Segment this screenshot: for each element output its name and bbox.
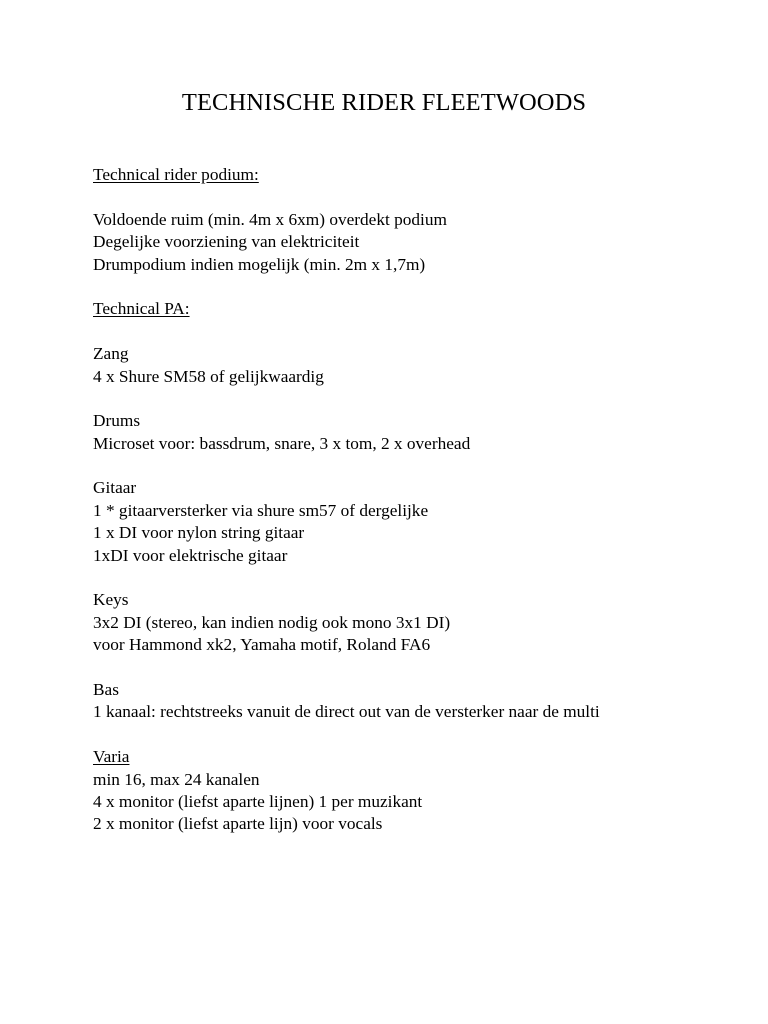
group-label-zang: Zang [93, 344, 129, 364]
keys-line: voor Hammond xk2, Yamaha motif, Roland FA6 [93, 635, 431, 655]
group-label-varia: Varia [93, 747, 130, 767]
bas-line: 1 kanaal: rechtstreeks vanuit de direct out van de versterker naar de multi [93, 702, 600, 722]
varia-line: 2 x monitor (liefst aparte lijn) voor vocals [93, 814, 383, 834]
section-heading-pa: Technical PA: [93, 299, 190, 319]
gitaar-line: 1xDI voor elektrische gitaar [93, 545, 288, 565]
group-label-drums: Drums [93, 411, 141, 431]
podium-line: Voldoende ruim (min. 4m x 6xm) overdekt podium [93, 209, 447, 229]
group-label-bas: Bas [93, 679, 119, 699]
gitaar-line: 1 x DI voor nylon string gitaar [93, 523, 305, 543]
document-title: TECHNISCHE RIDER FLEETWOODS [181, 89, 587, 116]
spacer [93, 186, 733, 208]
varia-line: min 16, max 24 kanalen [93, 769, 260, 789]
gitaar-line: 1 * gitaarversterker via shure sm57 of dergelijke [93, 500, 429, 520]
spacer [93, 724, 733, 746]
group-label-keys: Keys [93, 590, 129, 610]
spacer [93, 321, 733, 343]
spacer [93, 276, 733, 298]
drums-line: Microset voor: bassdrum, snare, 3 x tom, 2 x overhead [93, 433, 471, 453]
varia-line: 4 x monitor (liefst aparte lijnen) 1 per muzikant [93, 791, 423, 811]
spacer [93, 455, 733, 477]
spacer [93, 388, 733, 410]
podium-line: Degelijke voorziening van elektriciteit [93, 232, 360, 252]
group-label-gitaar: Gitaar [93, 478, 137, 498]
podium-line: Drumpodium indien mogelijk (min. 2m x 1,7m) [93, 254, 426, 274]
spacer [93, 567, 733, 589]
spacer [93, 657, 733, 679]
zang-line: 4 x Shure SM58 of gelijkwaardig [93, 366, 324, 386]
section-heading-podium: Technical rider podium: [93, 165, 259, 184]
document-body [93, 164, 733, 836]
keys-line: 3x2 DI (stereo, kan indien nodig ook mono 3x1 DI) [93, 612, 451, 632]
